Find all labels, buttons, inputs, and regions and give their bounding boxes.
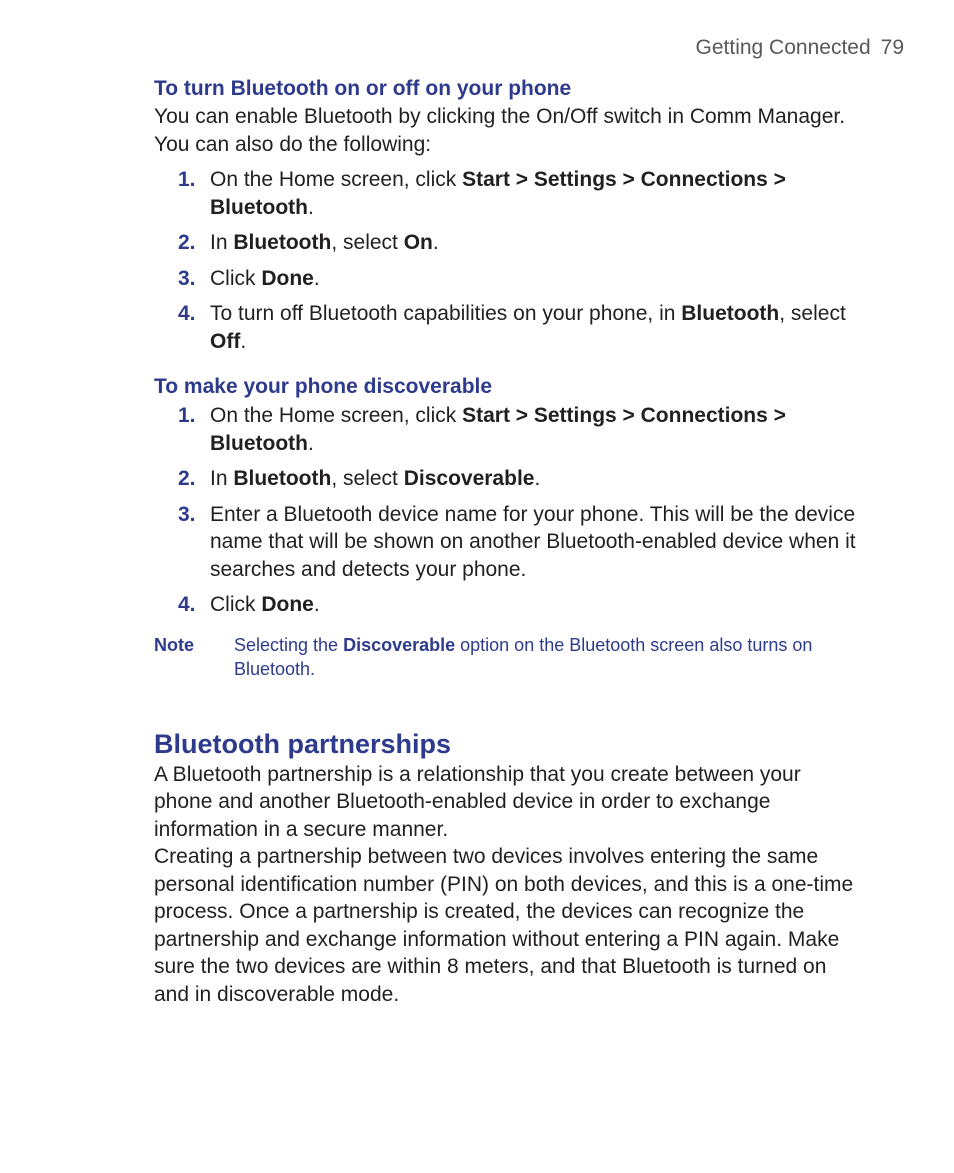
step-text: To turn off Bluetooth capabilities on your phone, in: [210, 302, 682, 325]
note-bold-text: Discoverable: [343, 634, 456, 655]
step-text: .: [313, 266, 320, 290]
list-item: [154, 501, 864, 584]
step-bold-text: On: [403, 231, 433, 254]
partnership-paragraph-2: Creating a partnership between two devices involves entering the same personal identification number (PIN) on both devices, and this is a one-time process. Once a partnership is created, the devices can recognize the partnership and exchange information without entering a PIN again. Make sure the two devices are within 8 meters, and that Bluetooth is turned on and in discoverable mode.: [154, 845, 854, 1006]
page-number: 79: [880, 36, 904, 59]
step-bold-text: Bluetooth: [233, 231, 332, 254]
list-item: [154, 465, 864, 493]
step-bold-text: Start > Settings > Connections > Bluetooth: [210, 404, 786, 455]
section-intro: You can enable Bluetooth by clicking the On/Off switch in Comm Manager. You can also do the following:: [154, 105, 846, 156]
step-text: On the Home screen, click: [210, 168, 463, 191]
page-content: [154, 75, 864, 1008]
step-number: 2.: [178, 467, 196, 490]
note-label: Note: [154, 634, 194, 655]
steps-list-discoverable: [154, 402, 864, 619]
step-bold-text: Discoverable: [403, 467, 535, 490]
step-bold-text: Done: [261, 266, 314, 290]
list-item: [154, 229, 864, 257]
note-box: [154, 633, 864, 681]
list-item: [154, 402, 864, 457]
step-number: 2.: [178, 231, 196, 254]
list-item: [154, 591, 864, 619]
section-heading-discoverable: To make your phone discoverable: [154, 375, 493, 398]
steps-list-bluetooth-on-off: [154, 166, 864, 355]
step-text: On the Home screen, click: [210, 404, 463, 427]
partnership-paragraph-1: A Bluetooth partnership is a relationship that you create between your phone and another Bluetooth-enabled device in order to exchange information in a secure manner.: [154, 762, 801, 841]
step-text: , select: [779, 302, 846, 325]
step-number: 1.: [178, 404, 196, 427]
step-text: In: [210, 467, 234, 490]
header-section-title: Getting Connected: [695, 36, 871, 59]
step-text: Click: [210, 593, 262, 616]
step-number: 1.: [178, 168, 196, 191]
section-heading-partnerships: Bluetooth partnerships: [154, 728, 452, 759]
step-bold-text: Off: [210, 329, 241, 353]
list-item: [154, 265, 864, 293]
step-text: .: [240, 329, 247, 353]
step-text: .: [313, 593, 320, 616]
step-text: Click: [210, 266, 262, 290]
note-text: Selecting the: [234, 634, 344, 655]
step-text: Enter a Bluetooth device name for your phone. This will be the device name that will be shown on another Bluetooth-enabled device when it searches and detects your phone.: [210, 502, 856, 581]
running-header: [696, 36, 904, 60]
step-text: In: [210, 231, 234, 254]
note-text: option on the Bluetooth screen also turns on Bluetooth.: [234, 634, 813, 679]
step-bold-text: Bluetooth: [233, 467, 332, 490]
step-bold-text: Done: [261, 593, 314, 616]
list-item: [154, 300, 864, 355]
step-text: .: [534, 467, 541, 490]
step-number: 4.: [178, 593, 196, 616]
step-number: 3.: [178, 502, 196, 526]
step-text: .: [307, 431, 314, 455]
step-text: .: [432, 231, 439, 254]
step-bold-text: Bluetooth: [681, 302, 780, 325]
step-number: 4.: [178, 302, 196, 325]
list-item: [154, 166, 864, 221]
section-heading-bluetooth-on-off: To turn Bluetooth on or off on your phone: [154, 77, 572, 100]
step-text: , select: [331, 231, 404, 254]
step-text: .: [307, 195, 314, 219]
step-number: 3.: [178, 266, 196, 290]
step-text: , select: [331, 467, 404, 490]
step-bold-text: Start > Settings > Connections > Bluetooth: [210, 168, 786, 219]
